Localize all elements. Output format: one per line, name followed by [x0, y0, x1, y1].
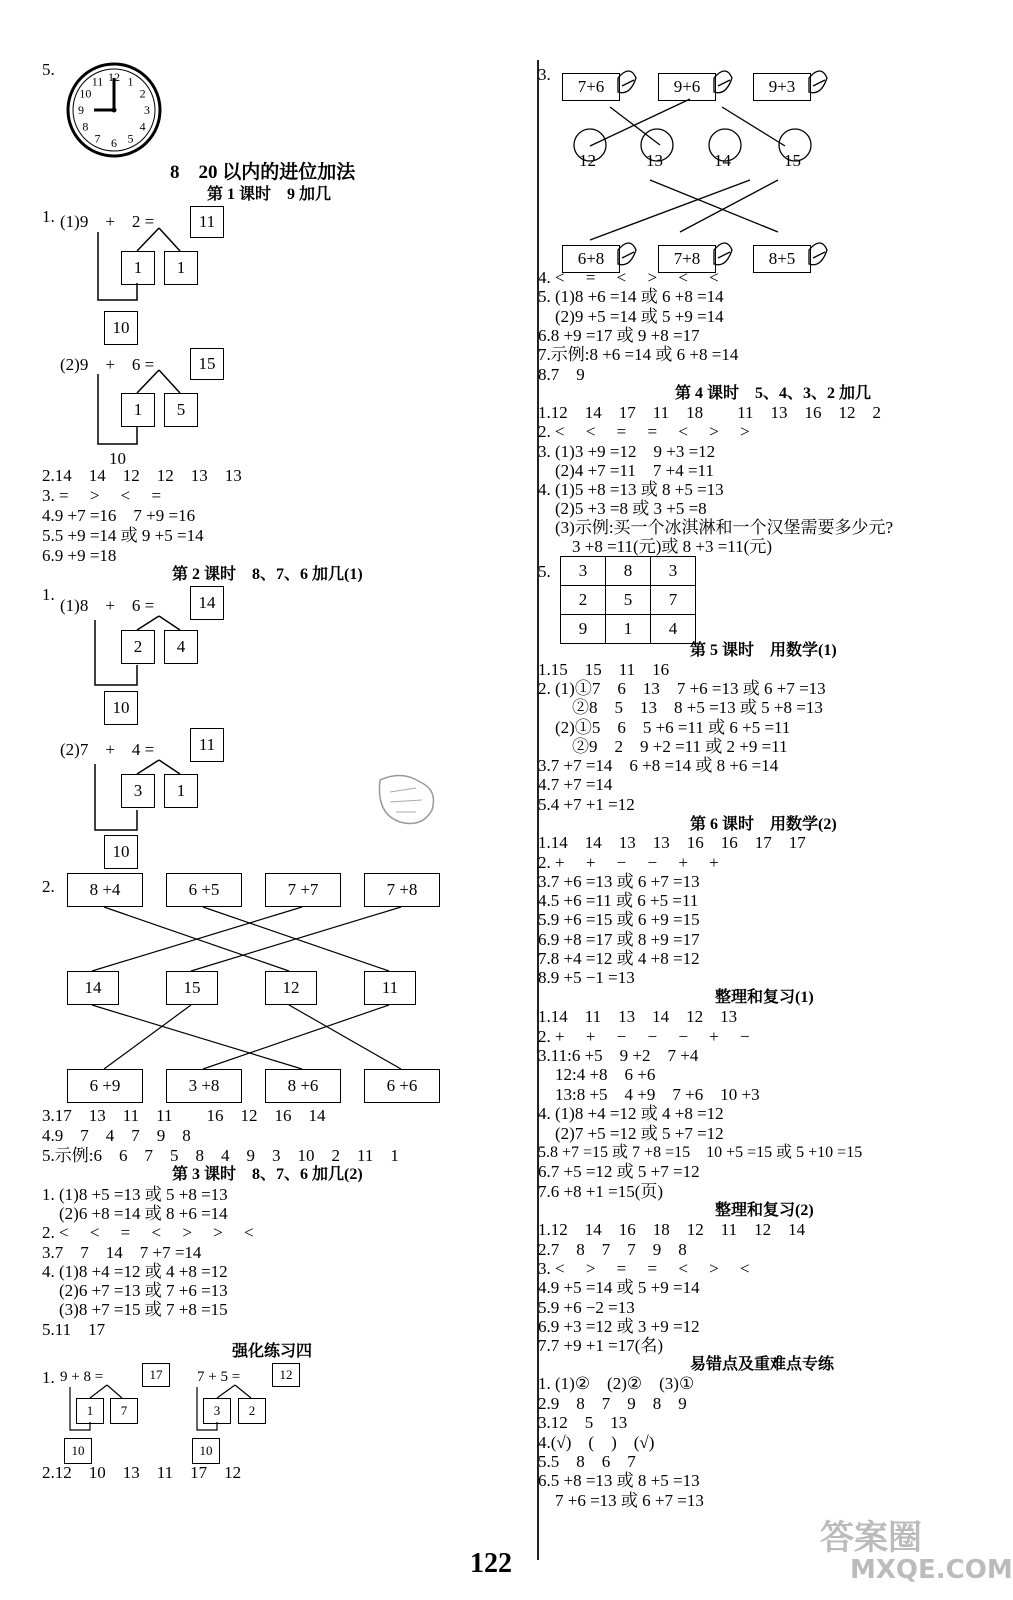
answer-line: 2.14 14 12 12 13 13	[42, 466, 242, 485]
answer-line: (2)7 +5 =12 或 5 +7 =12	[538, 1124, 724, 1143]
answer-line: 1.15 15 11 16	[538, 660, 670, 679]
grid-cell: 2	[561, 586, 606, 615]
match-box: 14	[67, 971, 119, 1005]
ten-box: 10	[104, 691, 138, 725]
drill4-title: 强化练习四	[232, 1343, 313, 1360]
answer-line: (2)6 +7 =13 或 7 +6 =13	[42, 1281, 228, 1300]
magic-square	[560, 556, 696, 644]
answer-line: ②8 5 13 8 +5 =13 或 5 +8 =13	[538, 698, 823, 717]
split-box: 1	[121, 393, 155, 427]
decomp-label: (2)7 + 4 =	[60, 740, 155, 759]
clock-number: 5	[127, 131, 134, 146]
answer-line: 3.7 7 14 7 +7 =14	[42, 1243, 202, 1262]
answer-line: 2. < < = < > > <	[42, 1223, 254, 1242]
answer-line: 6.5 +8 =13 或 8 +5 =13	[538, 1471, 700, 1490]
answer-line: 3.12 5 13	[538, 1413, 628, 1432]
match-box: 8 +6	[265, 1069, 341, 1103]
match-box: 11	[364, 971, 416, 1005]
right-q3-label: 3.	[538, 65, 551, 84]
clock-number: 10	[79, 86, 92, 101]
clock-number: 4	[139, 119, 146, 134]
result-box: 11	[190, 206, 224, 238]
match-box: 12	[265, 971, 317, 1005]
lesson5-title: 第 5 课时 用数学(1)	[690, 642, 837, 659]
answer-line: (2)9 +5 =14 或 5 +9 =14	[538, 307, 724, 326]
split-box: 1	[164, 251, 198, 285]
answer-line: 12:4 +8 6 +6	[538, 1065, 656, 1084]
answer-line: 6.9 +8 =17 或 8 +9 =17	[538, 930, 700, 949]
lesson2-q1-label: 1.	[42, 585, 55, 604]
answer-line: 1.12 14 17 11 18 11 13 16 12 2	[538, 403, 881, 422]
decomp-label: (2)9 + 6 =	[60, 355, 155, 374]
clock-number: 6	[111, 136, 117, 150]
result-box: 12	[272, 1363, 300, 1387]
answer-line: 6.9 +3 =12 或 3 +9 =12	[538, 1317, 700, 1336]
answer-line: (2)4 +7 =11 7 +4 =11	[538, 461, 714, 480]
match-box: 6 +6	[364, 1069, 440, 1103]
ten-box: 10	[104, 835, 138, 869]
answer-line: 7.示例:8 +6 =14 或 6 +8 =14	[538, 345, 739, 364]
split-box: 3	[203, 1398, 231, 1424]
split-box: 1	[121, 251, 155, 285]
flower-number: 12	[579, 151, 596, 170]
answer-line: 2.9 8 7 9 8 9	[538, 1394, 687, 1413]
answer-line: 4. (1)8 +4 =12 或 4 +8 =12	[538, 1104, 724, 1123]
answer-line: 2. (1)①7 6 13 7 +6 =13 或 6 +7 =13	[538, 679, 826, 698]
flower-number: 14	[714, 151, 731, 170]
answer-line: 5.示例:6 6 7 5 8 4 9 3 10 2 11 1	[42, 1146, 399, 1165]
answer-line: 1. (1)② (2)② (3)①	[538, 1374, 695, 1393]
clock-number: 1	[127, 74, 134, 89]
answer-line: 2. + + − − − + −	[538, 1027, 750, 1046]
clock-number: 12	[108, 70, 120, 84]
match-box: 7 +7	[265, 873, 341, 907]
answer-line: 3.17 13 11 11 16 12 16 14	[42, 1106, 326, 1125]
match-box: 6 +5	[166, 873, 242, 907]
lesson1-q1-label: 1.	[42, 207, 55, 226]
result-box: 11	[190, 728, 224, 762]
answer-line: 5.11 17	[42, 1320, 106, 1339]
answer-line: 3. (1)3 +9 =12 9 +3 =12	[538, 442, 716, 461]
answer-line: 7.6 +8 +1 =15(页)	[538, 1182, 664, 1201]
split-box: 5	[164, 393, 198, 427]
lesson6-title: 第 6 课时 用数学(2)	[690, 816, 837, 833]
answer-line: 5.8 +7 =15 或 7 +8 =15 10 +5 =15 或 5 +10 =15	[538, 1144, 863, 1161]
match-box: 6 +9	[67, 1069, 143, 1103]
page-number: 122	[470, 1548, 512, 1579]
clock-number: 7	[94, 131, 101, 146]
answer-line: 7.7 +9 +1 =17(名)	[538, 1336, 664, 1355]
ten-box: 10	[64, 1438, 92, 1464]
answer-line: 8.9 +5 −1 =13	[538, 968, 635, 987]
split-box: 7	[110, 1398, 138, 1424]
answer-line: 2. + + − − + +	[538, 853, 719, 872]
answer-line: 6.8 +9 =17 或 9 +8 =17	[538, 326, 700, 345]
lesson4-title: 第 4 课时 5、4、3、2 加几	[675, 385, 872, 402]
answer-line: 1.14 14 13 13 16 16 17 17	[538, 833, 806, 852]
answer-line: ②9 2 9 +2 =11 或 2 +9 =11	[538, 737, 788, 756]
lesson1-title: 第 1 课时 9 加几	[207, 186, 332, 203]
answer-line: 1.12 14 16 18 12 11 12 14	[538, 1220, 806, 1239]
review1-title: 整理和复习(1)	[715, 989, 814, 1006]
grid-cell: 5	[606, 586, 651, 615]
answer-line: 7 +6 =13 或 6 +7 =13	[538, 1491, 704, 1510]
grid-cell: 7	[651, 586, 696, 615]
answer-line: 5.5 +9 =14 或 9 +5 =14	[42, 526, 204, 545]
answer-line: (2)6 +8 =14 或 8 +6 =14	[42, 1204, 228, 1223]
q5-label: 5.	[42, 60, 55, 79]
result-box: 14	[190, 586, 224, 620]
decomp-label: (1)8 + 6 =	[60, 596, 155, 615]
ten-box: 10	[192, 1438, 220, 1464]
answer-line: 4.5 +6 =11 或 6 +5 =11	[538, 891, 699, 910]
split-box: 2	[238, 1398, 266, 1424]
answer-line: 4. (1)5 +8 =13 或 8 +5 =13	[538, 480, 724, 499]
match-box: 7 +8	[364, 873, 440, 907]
watermark-url: MXQE.COM	[850, 1555, 1013, 1585]
split-box: 1	[164, 774, 198, 808]
result-box: 17	[142, 1363, 170, 1387]
answer-line: 1. (1)8 +5 =13 或 5 +8 =13	[42, 1185, 228, 1204]
grid-cell: 8	[606, 557, 651, 586]
flower-number: 15	[784, 151, 801, 170]
watermark-logo: 答案圈	[820, 1518, 922, 1558]
match-box: 3 +8	[166, 1069, 242, 1103]
decomp-label: 7 + 5 =	[197, 1369, 241, 1385]
split-box: 1	[76, 1398, 104, 1424]
decomp-label: (1)9 + 2 =	[60, 212, 155, 231]
split-box: 2	[121, 630, 155, 664]
grid-cell: 9	[561, 615, 606, 644]
answer-line: 3.7 +6 =13 或 6 +7 =13	[538, 872, 700, 891]
lesson2-title: 第 2 课时 8、7、6 加几(1)	[172, 566, 363, 583]
answer-line: 4.7 +7 =14	[538, 775, 613, 794]
ten-box: 10	[104, 311, 138, 345]
answer-line: 3.7 +7 =14 6 +8 =14 或 8 +6 =14	[538, 756, 779, 775]
answer-line: 4. < = < > < <	[538, 268, 719, 287]
answer-line: 4.9 +5 =14 或 5 +9 =14	[538, 1278, 700, 1297]
answer-line: 4.9 +7 =16 7 +9 =16	[42, 506, 196, 525]
answer-line: 6.9 +9 =18	[42, 546, 117, 565]
unit-title: 8 20 以内的进位加法	[170, 162, 356, 183]
lesson2-q2-label: 2.	[42, 877, 55, 896]
answer-line: 5.4 +7 +1 =12	[538, 795, 635, 814]
grid-cell: 1	[606, 615, 651, 644]
review2-title: 整理和复习(2)	[715, 1202, 814, 1219]
answer-line: 3. < > = = < > <	[538, 1259, 750, 1278]
answer-line: 13:8 +5 4 +9 7 +6 10 +3	[538, 1085, 760, 1104]
drill4-q2: 2.12 10 13 11 17 12	[42, 1463, 242, 1482]
grid-cell: 4	[651, 615, 696, 644]
ten-label: 10	[109, 449, 126, 468]
answer-line: 5.9 +6 =15 或 6 +9 =15	[538, 910, 700, 929]
drill4-q1-label: 1.	[42, 1368, 55, 1387]
answer-line: 4.9 7 4 7 9 8	[42, 1126, 191, 1145]
lesson3-title: 第 3 课时 8、7、6 加几(2)	[172, 1166, 363, 1183]
grid-cell: 3	[561, 557, 606, 586]
answer-line: (2)①5 6 5 +6 =11 或 6 +5 =11	[538, 718, 791, 737]
answer-line: 5.5 8 6 7	[538, 1452, 636, 1471]
answer-line: 3.11:6 +5 9 +2 7 +4	[538, 1046, 699, 1065]
drill-connector-lines	[42, 0, 522, 1600]
match-box: 8 +4	[67, 873, 143, 907]
hard-title: 易错点及重难点专练	[690, 1356, 835, 1373]
answer-line: 5. (1)8 +6 =14 或 6 +8 =14	[538, 287, 724, 306]
answer-line: 4. (1)8 +4 =12 或 4 +8 =12	[42, 1262, 228, 1281]
decomp-label: 9 + 8 =	[60, 1369, 104, 1385]
grid-cell: 3	[651, 557, 696, 586]
answer-line: 3 +8 =11(元)或 8 +3 =11(元)	[538, 537, 772, 556]
answer-line: (2)5 +3 =8 或 3 +5 =8	[538, 499, 707, 518]
answer-line: 3. = > < =	[42, 486, 162, 505]
answer-line: 7.8 +4 =12 或 4 +8 =12	[538, 949, 700, 968]
clock-number: 2	[139, 86, 146, 101]
split-box: 3	[121, 774, 155, 808]
match-box: 7+8	[658, 245, 716, 273]
split-box: 4	[164, 630, 198, 664]
result-box: 15	[190, 348, 224, 380]
answer-line: 6.7 +5 =12 或 5 +7 =12	[538, 1162, 700, 1181]
match-box: 15	[166, 971, 218, 1005]
clock-number: 3	[144, 103, 150, 117]
lesson4-q5-label: 5.	[538, 562, 551, 581]
answer-line: (3)8 +7 =15 或 7 +8 =15	[42, 1300, 228, 1319]
match-box: 8+5	[753, 245, 811, 273]
answer-line: 2.7 8 7 7 9 8	[538, 1240, 687, 1259]
clock-number: 9	[78, 103, 84, 117]
answer-line: (3)示例:买一个冰淇淋和一个汉堡需要多少元?	[538, 518, 894, 537]
answer-line: 5.9 +6 −2 =13	[538, 1298, 635, 1317]
match-box: 9+3	[753, 73, 811, 101]
answer-line: 4.(√) ( ) (√)	[538, 1433, 655, 1452]
clock-number: 11	[91, 74, 104, 89]
answer-line: 1.14 11 13 14 12 13	[538, 1007, 738, 1026]
answer-line: 8.7 9	[538, 365, 585, 384]
flower-number: 13	[646, 151, 663, 170]
clock-number: 8	[82, 119, 89, 134]
match-box: 9+6	[658, 73, 716, 101]
answer-line: 2. < < = = < > >	[538, 422, 750, 441]
match-box: 7+6	[562, 73, 620, 101]
match-box: 6+8	[562, 245, 620, 273]
